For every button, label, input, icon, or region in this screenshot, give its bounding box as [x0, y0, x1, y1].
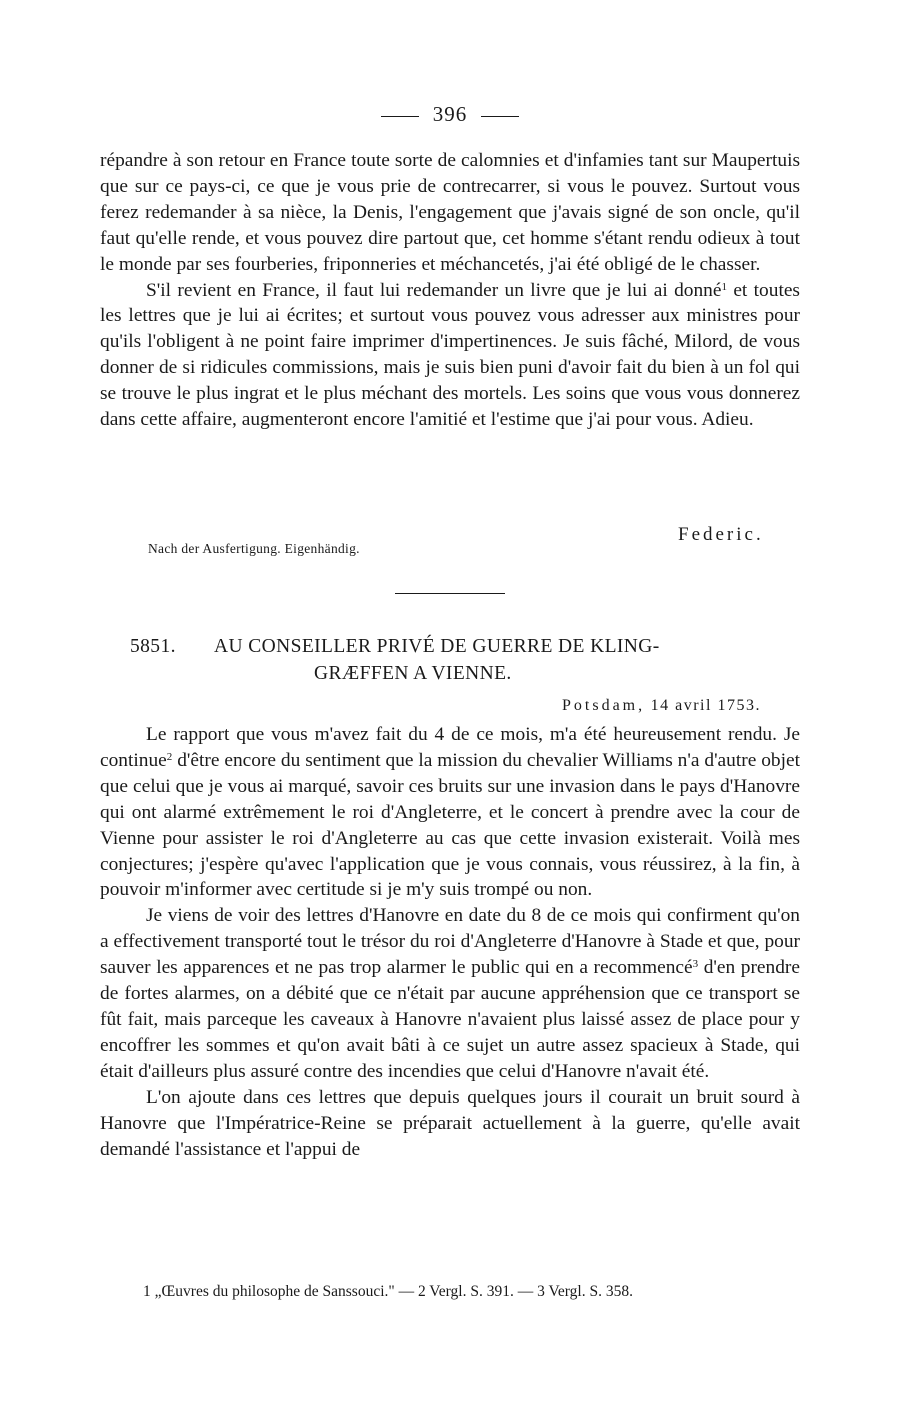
heading-line-2: GRÆFFEN A VIENNE.	[314, 663, 512, 684]
footnotes: 1 „Œuvres du philosophe de Sanssouci." — 2 Vergl. S. 391. — 3 Vergl. S. 358.	[143, 1283, 633, 1300]
footnote-ref-2: 2	[166, 750, 173, 763]
footnote-ref-1: 1	[721, 280, 727, 293]
page-number: 396	[432, 102, 468, 126]
signature: Federic.	[678, 524, 764, 545]
section-divider	[395, 593, 505, 594]
letter2-paragraph-3: L'on ajoute dans ces lettres que depuis quelques jours il courait un bruit sourd à Hanovre que l'Impératrice-Reine se préparait actuellement à la guerre, qu'elle avait demandé l'assistance et l'appui de	[100, 1086, 800, 1160]
letter2-body	[100, 722, 800, 1162]
letter-number: 5851.	[130, 636, 176, 657]
header-dash-right	[481, 116, 519, 117]
letter2-paragraph-2-text-a: Je viens de voir des lettres d'Hanovre en date du 8 de ce mois qui confirment qu'on a effectivement transporté tout le trésor du roi d'Angleterre d'Hanovre à Stade et que, pour sauver les apparences et ne pas trop alarmer le public qui en a recommencé	[100, 905, 800, 979]
letter1-body	[100, 148, 800, 433]
letter1-paragraph-2	[100, 278, 800, 433]
footnote-ref-3: 3	[692, 958, 699, 971]
letter2-paragraph-1-text-b: d'être encore du sentiment que la mission du chevalier Williams n'a d'autre objet que celui que je vous ai marqué, savoir ces bruits sur une invasion dans le pays d'Hanovre qui ont alarmé extrêmement le roi d'Angleterre, et le concert à prendre avec la cour de Vienne pour assister le roi d'Angleterre au cas que cette invasion existerait. Voilà mes conjectures; j'espère qu'avec l'application que je vous connais, vous réussirez, à la fin, à pouvoir m'informer avec certitude si je m'y suis trompé ou non.	[100, 749, 800, 901]
dateline	[562, 697, 761, 715]
letter2-paragraph-2	[100, 903, 800, 1084]
header-dash-left	[381, 116, 419, 117]
page-header	[0, 102, 900, 127]
source-note: Nach der Ausfertigung. Eigenhändig.	[148, 541, 360, 556]
letter2-paragraph-2-text-b: d'en prendre de fortes alarmes, on a débité que ce n'était par aucune appréhension que ce transport se fût fait, mais parceque les caveaux à Hanovre n'avaient plus laissé assez de place pour y encoffrer les sommes et qu'on avait bâti à ce sujet un autre assez spacieux à Stade, qui était d'ailleurs plus assuré contre des incendies que celui d'Hanovre n'avait été.	[100, 957, 800, 1082]
heading-line-1: AU CONSEILLER PRIVÉ DE GUERRE DE KLING-	[214, 636, 660, 657]
dateline-place: Potsdam,	[562, 697, 646, 714]
letter1-paragraph-2-text-a: S'il revient en France, il faut lui redemander un livre que je lui ai donné	[146, 279, 722, 301]
dateline-date: 14 avril 1753.	[650, 697, 761, 714]
letter2-paragraph-1	[100, 722, 800, 903]
letter1-paragraph-2-text-b: et toutes les lettres que je lui ai écrites; et surtout vous pouvez vous adresser aux ministres pour qu'ils l'obligent à ne point faire imprimer d'impertinences. Je suis fâché, Milord, de vous donner de si ridicules commissions, mais je suis bien puni d'avoir fait du bien à un fol qui se trouve le plus ingrat et le plus méchant des mortels. Les soins que vous vous donnerez dans cette affaire, augmenteront encore l'amitié et l'estime que j'ai pour vous. Adieu.	[100, 279, 800, 431]
letter1-paragraph-1: répandre à son retour en France toute sorte de calomnies et d'infamies tant sur Maupertuis que sur ce pays-ci, ce que je vous prie de contrecarrer, si vous le pouvez. Surtout vous ferez redemander à sa nièce, la Denis, l'engagement que j'avais signé de son oncle, qu'il faut qu'elle rende, et vous pouvez dire partout que, cet homme s'étant rendu odieux à tout le monde par ses fourberies, friponneries et méchancetés, j'ai été obligé de le chasser.	[100, 150, 800, 275]
letter2-paragraph-1-text-a: Le rapport que vous m'avez fait du 4 de ce mois, m'a été heureusement rendu. Je continue	[100, 724, 800, 771]
